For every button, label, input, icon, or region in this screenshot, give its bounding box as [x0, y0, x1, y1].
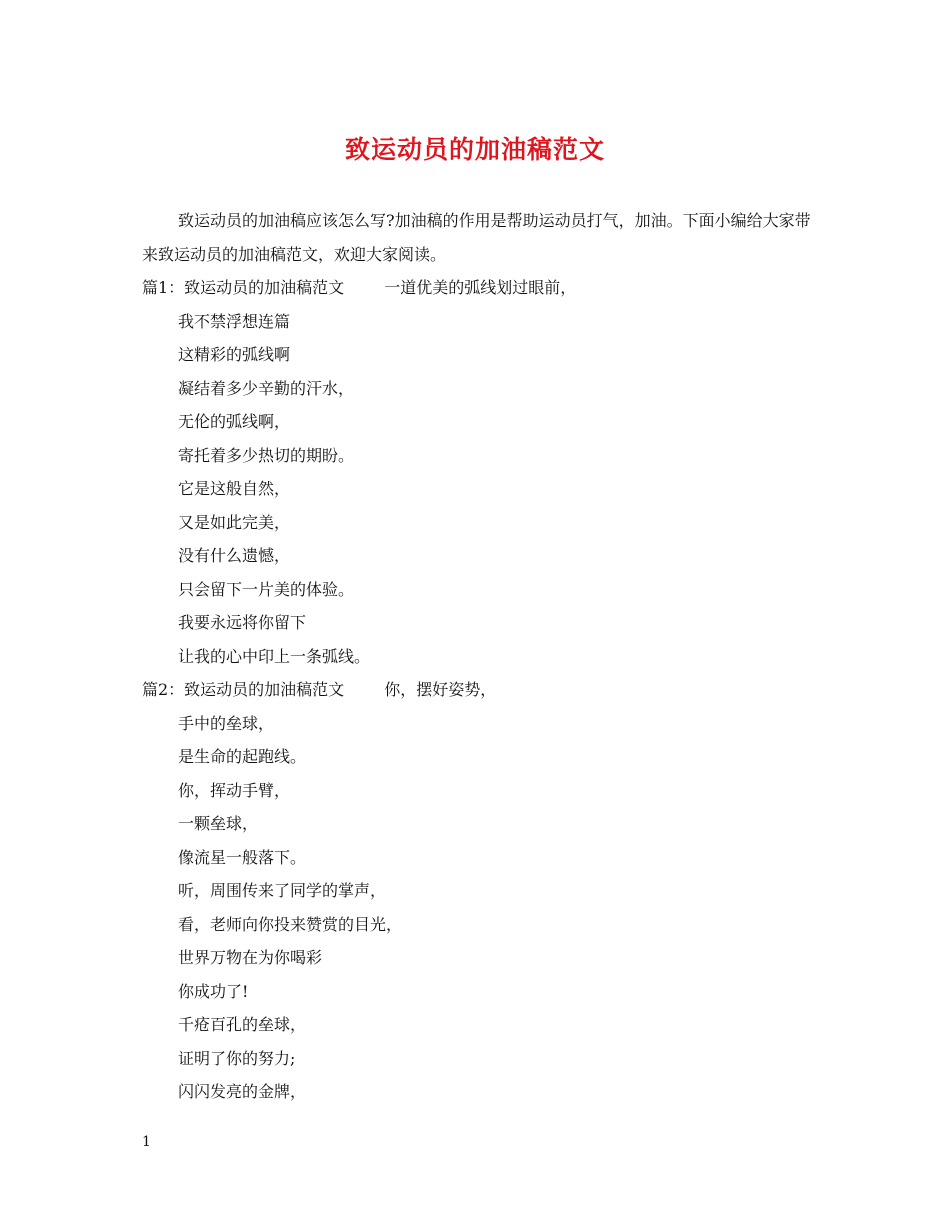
verse-line: 寄托着多少热切的期盼。	[178, 445, 355, 465]
verse-line: 你成功了!	[178, 981, 249, 1001]
verse-line: 一道优美的弧线划过眼前，	[384, 278, 577, 297]
verse-line: 这精彩的弧线啊	[178, 345, 291, 364]
section-heading: 篇2：致运动员的加油稿范文	[142, 680, 345, 699]
verse-line: 没有什么遗憾，	[178, 546, 291, 565]
section-heading: 篇1：致运动员的加油稿范文	[142, 278, 345, 297]
verse-line: 让我的心中印上一条弧线。	[178, 646, 371, 666]
intro-paragraph: 致运动员的加油稿应该怎么写?加油稿的作用是帮助运动员打气，加油。下面小编给大家带来致运动员的加油稿范文，欢迎大家阅读。	[142, 211, 811, 264]
verse-line: 千疮百孔的垒球，	[178, 1015, 307, 1034]
verse-line: 它是这般自然，	[178, 479, 291, 498]
verse-line: 凝结着多少辛勤的汗水，	[178, 378, 355, 398]
verse-line: 一颗垒球，	[178, 814, 259, 833]
verse-line: 只会留下一片美的体验。	[178, 579, 355, 599]
verse-line: 世界万物在为你喝彩	[178, 948, 323, 967]
section-heading-line	[142, 673, 822, 707]
verse-line: 手中的垒球，	[178, 713, 275, 733]
verse-line: 像流星一般落下。	[178, 847, 307, 867]
page-number: 1	[142, 1134, 151, 1150]
verse-line: 是生命的起跑线。	[178, 747, 307, 766]
page-title: 致运动员的加油稿范文	[344, 135, 605, 164]
section-2	[142, 673, 822, 1109]
verse-line: 闪闪发亮的金牌，	[178, 1082, 307, 1101]
verse-line: 你，挥动手臂，	[178, 780, 291, 800]
verse-line: 证明了你的努力;	[178, 1048, 296, 1068]
section-heading-line	[142, 271, 822, 305]
verse-line: 我不禁浮想连篇	[178, 311, 291, 331]
verse-line: 又是如此完美，	[178, 512, 291, 532]
section-1	[142, 271, 822, 673]
verse-line: 我要永远将你留下	[178, 613, 307, 632]
verse-line: 你，摆好姿势，	[384, 680, 497, 699]
verse-line: 看，老师向你投来赞赏的目光，	[178, 914, 403, 934]
verse-line: 无伦的弧线啊，	[178, 412, 291, 431]
verse-line: 听，周围传来了同学的掌声，	[178, 881, 387, 900]
document-body	[142, 204, 822, 1109]
